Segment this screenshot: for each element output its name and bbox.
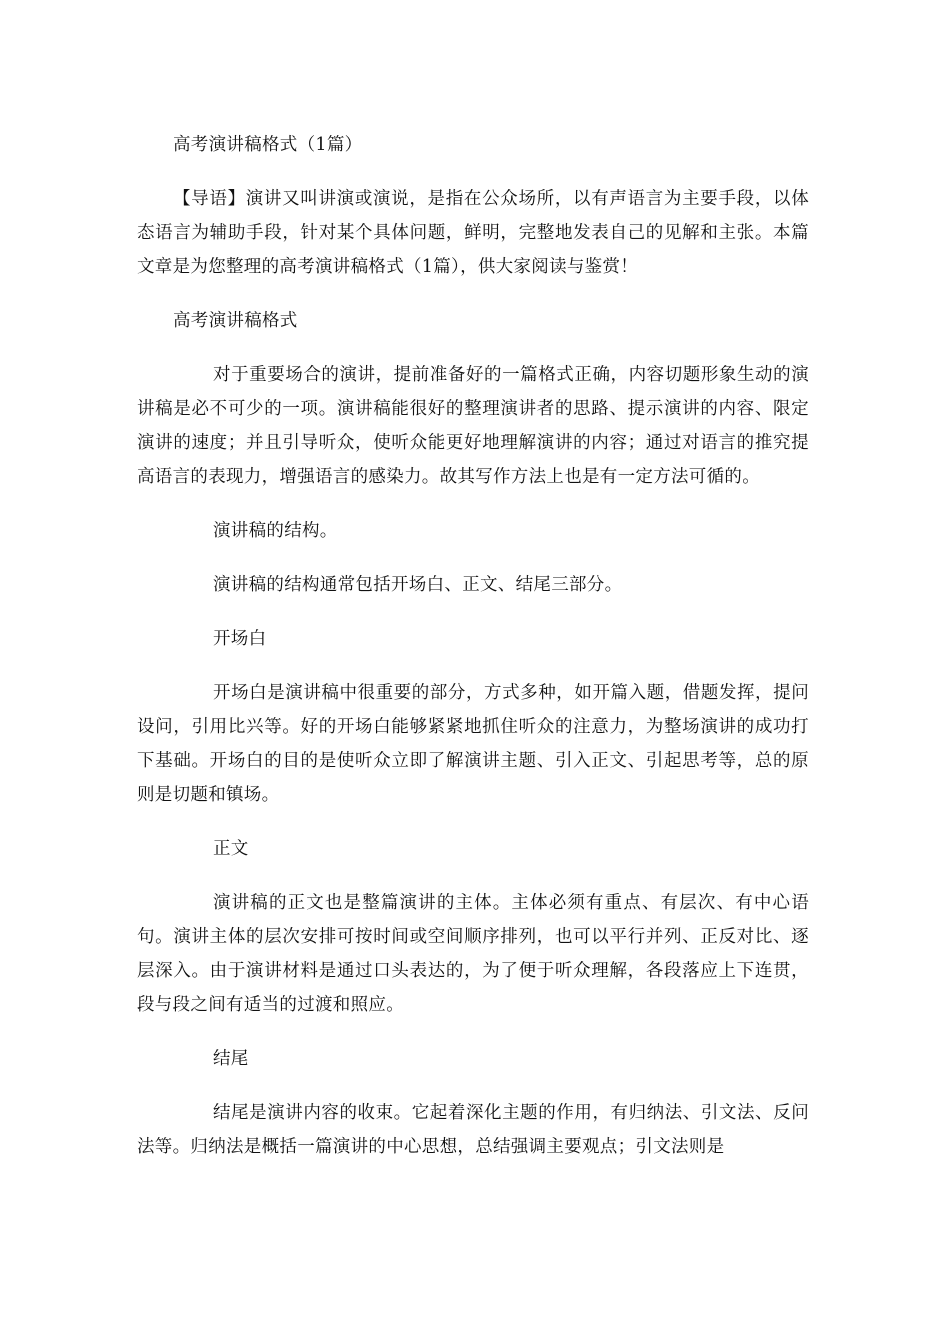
body-paragraph: 演讲稿的正文也是整篇演讲的主体。主体必须有重点、有层次、有中心语句。演讲主体的层次安排可按时间或空间顺序排列，也可以平行并列、正反对比、逐层深入。由于演讲材料是通过口头表达的，为了便于听众理解，各段落应上下连贯，段与段之间有适当的过渡和照应。 [137, 893, 809, 1015]
ending-heading: 结尾 [213, 1049, 249, 1069]
intro-paragraph: 【导语】演讲又叫讲演或演说，是指在公众场所，以有声语言为主要手段，以体态语言为辅助手段，针对某个具体问题，鲜明，完整地发表自己的见解和主张。本篇文章是为您整理的高考演讲稿格式（1篇），供大家阅读与鉴赏！ [137, 189, 809, 277]
structure-heading: 演讲稿的结构。 [213, 521, 338, 541]
ending-paragraph: 结尾是演讲内容的收束。它起着深化主题的作用，有归纳法、引文法、反问法等。归纳法是概括一篇演讲的中心思想，总结强调主要观点；引文法则是 [137, 1103, 809, 1157]
opening-heading: 开场白 [213, 629, 267, 649]
structure-paragraph: 演讲稿的结构通常包括开场白、正文、结尾三部分。 [213, 575, 623, 595]
section-title: 高考演讲稿格式 [173, 311, 298, 331]
body-heading: 正文 [213, 839, 249, 859]
document-title: 高考演讲稿格式（1篇） [173, 135, 363, 155]
format-paragraph: 对于重要场合的演讲，提前准备好的一篇格式正确，内容切题形象生动的演讲稿是必不可少的一项。演讲稿能很好的整理演讲者的思路、提示演讲的内容、限定演讲的速度；并且引导听众，使听众能更好地理解演讲的内容；通过对语言的推究提高语言的表现力，增强语言的感染力。故其写作方法上也是有一定方法可循的。 [137, 365, 809, 487]
document-body [137, 128, 809, 1184]
opening-paragraph: 开场白是演讲稿中很重要的部分，方式多种，如开篇入题，借题发挥，提问设问，引用比兴等。好的开场白能够紧紧地抓住听众的注意力，为整场演讲的成功打下基础。开场白的目的是使听众立即了解演讲主题、引入正文、引起思考等，总的原则是切题和镇场。 [137, 683, 809, 805]
